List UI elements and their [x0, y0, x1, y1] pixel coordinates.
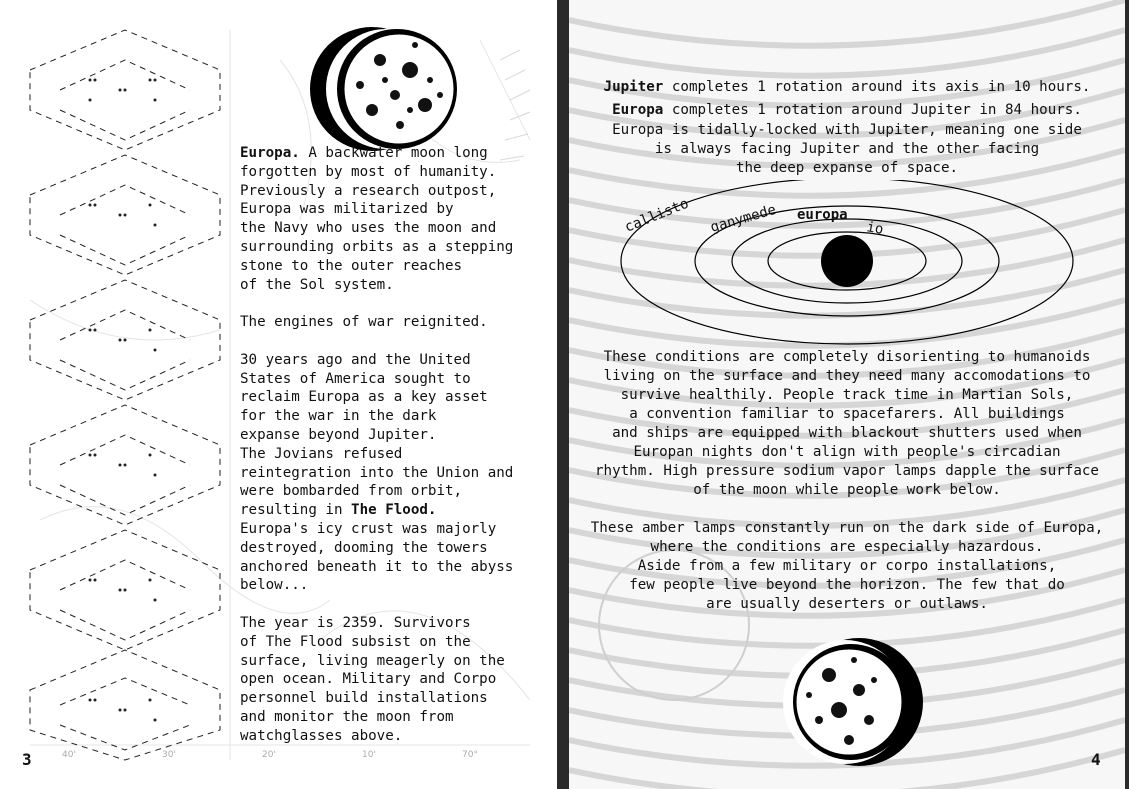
tidal-line: the deep expanse of space. — [735, 160, 959, 176]
fact-text: completes 1 rotation around its axis in 10 hours. — [663, 79, 1091, 95]
left-body-text — [240, 144, 513, 746]
right-page — [569, 0, 1125, 789]
map-label: 20' — [262, 750, 276, 760]
europa-fact — [569, 101, 1125, 120]
history-paragraph — [240, 351, 513, 595]
history-line: 30 years ago and the United — [240, 351, 471, 368]
hex-glyph-column — [30, 30, 220, 760]
orbit-label-europa: europa — [797, 207, 848, 223]
map-label: 70° — [462, 750, 478, 760]
conditions-line: survive healthily. People track time in Martian Sols, — [620, 387, 1074, 403]
conditions-line: a convention familiar to spacefarers. All buildings — [629, 406, 1065, 422]
conditions-line: living on the surface and they need many accomodations to — [603, 368, 1091, 384]
intro-line: stone to the outer reaches — [240, 257, 463, 274]
jupiter-planet — [821, 235, 873, 287]
amber-line: are usually deserters or outlaws. — [706, 596, 988, 612]
intro-line: the Navy who uses the moon and — [240, 220, 497, 237]
fact-text: completes 1 rotation around Jupiter in 84 hours. — [663, 102, 1082, 118]
present-line: surface, living meagerly on the — [240, 652, 505, 669]
history-line: Europa's icy crust was majorly — [240, 520, 497, 537]
intro-line: of the Sol system. — [240, 276, 394, 293]
orbit-label-io: io — [865, 219, 885, 238]
intro-line: A backwater moon long — [299, 145, 488, 161]
history-line: below... — [240, 577, 309, 594]
tidal-line: is always facing Jupiter and the other facing — [654, 141, 1040, 157]
amber-line: where the conditions are especially hazardous. — [650, 539, 1044, 555]
history-line: expanse beyond Jupiter. — [240, 426, 437, 443]
jupiter-fact — [569, 78, 1125, 97]
history-line: reintegration into the Union and — [240, 464, 514, 481]
present-line: and monitor the moon from — [240, 708, 454, 725]
map-label: 10' — [362, 750, 376, 760]
conditions-line: rhythm. High pressure sodium vapor lamps dapple the surface — [595, 463, 1099, 479]
intro-title: Europa. — [240, 145, 300, 161]
europa-moon-illustration — [310, 27, 457, 151]
intro-paragraph — [240, 144, 513, 294]
history-line: resulting in — [240, 502, 352, 519]
history-line: were bombarded from orbit, — [240, 483, 463, 500]
present-line: The year is 2359. Survivors — [240, 614, 471, 631]
crescent-moon-illustration — [783, 638, 923, 766]
intro-line: Previously a research outpost, — [240, 182, 497, 199]
intro-line: forgotten by most of humanity. — [240, 163, 497, 180]
history-line: anchored beneath it to the abyss — [240, 558, 514, 575]
history-line: for the war in the dark — [240, 408, 437, 425]
intro-line: surrounding orbits as a stepping — [240, 238, 514, 255]
history-line: The Jovians refused — [240, 445, 403, 462]
history-line: reclaim Europa as a key asset — [240, 389, 488, 406]
intro-line: Europa was militarized by — [240, 201, 454, 218]
page-number-left: 3 — [22, 750, 32, 769]
history-line: destroyed, dooming the towers — [240, 539, 488, 556]
orbit-label-callisto: callisto — [622, 195, 692, 236]
present-line: open ocean. Military and Corpo — [240, 671, 497, 688]
conditions-paragraph — [569, 348, 1125, 500]
flood-term: The Flood. — [351, 502, 437, 519]
conditions-line: These conditions are completely disorienting to humanoids — [603, 349, 1091, 365]
conditions-line: and ships are equipped with blackout shutters used when — [612, 425, 1082, 441]
fact-bold: Jupiter — [603, 79, 664, 95]
tidal-line: Europa is tidally-locked with Jupiter, meaning one side — [612, 122, 1082, 138]
tidal-paragraph — [569, 121, 1125, 178]
amber-paragraph — [569, 519, 1125, 614]
left-page — [0, 0, 557, 789]
amber-line: These amber lamps constantly run on the dark side of Europa, — [590, 520, 1104, 536]
orbit-label-ganymede: ganymede — [708, 201, 778, 236]
history-line: States of America sought to — [240, 370, 471, 387]
amber-line: Aside from a few military or corpo installations, — [637, 558, 1057, 574]
map-label: 40' — [62, 750, 76, 760]
page-number-right: 4 — [1091, 750, 1101, 769]
present-paragraph — [240, 614, 513, 746]
orbit-diagram — [569, 180, 1125, 350]
present-line: personnel build installations — [240, 690, 488, 707]
conditions-line: of the moon while people work below. — [693, 482, 1001, 498]
map-label: 30' — [162, 750, 176, 760]
present-line: of The Flood subsist on the — [240, 633, 471, 650]
conditions-line: Europan nights don't align with people's circadian — [633, 444, 1061, 460]
present-line: watchglasses above. — [240, 727, 403, 744]
amber-line: few people live beyond the horizon. The few that do — [629, 577, 1065, 593]
engines-line: The engines of war reignited. — [240, 314, 488, 331]
fact-bold: Europa — [612, 102, 664, 118]
